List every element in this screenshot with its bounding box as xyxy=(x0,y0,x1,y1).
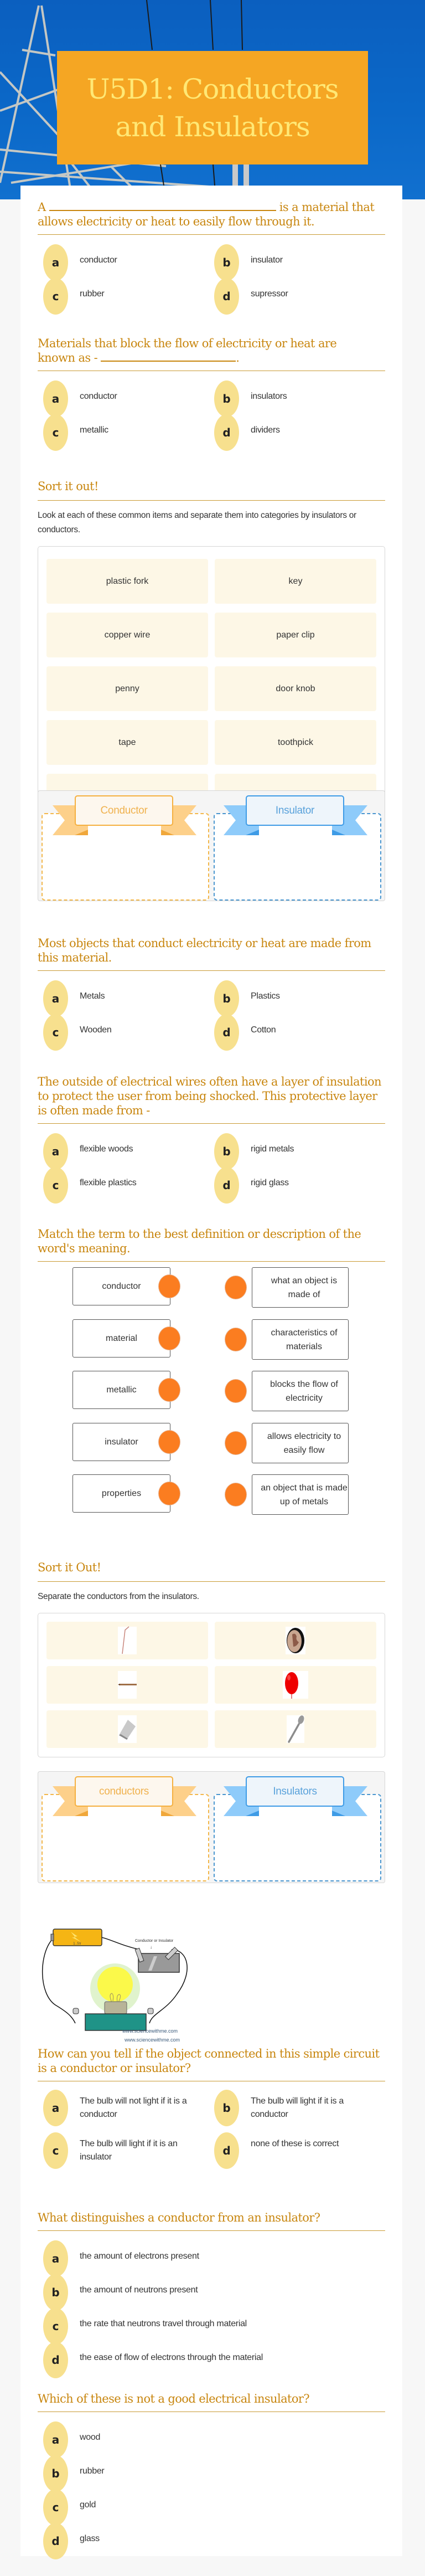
balloon-icon xyxy=(283,1671,308,1699)
page-title: U5D1: Conductors and Insulators xyxy=(86,73,339,143)
question-2 xyxy=(38,336,385,451)
bucket-label: Conductor xyxy=(75,795,173,826)
light-bulb-icon xyxy=(97,1967,133,2002)
option-c[interactable]: c the rate that neutrons travel through material xyxy=(43,2314,385,2344)
bucket-insulator[interactable] xyxy=(214,791,381,901)
sort-buckets-2 xyxy=(38,1771,385,1883)
sort-item-pool xyxy=(38,1613,385,1757)
sort-item[interactable]: penny xyxy=(46,666,208,711)
option-b[interactable]: b rubber xyxy=(43,2461,385,2492)
option-c[interactable]: c Wooden xyxy=(43,1020,214,1051)
match-row xyxy=(38,1371,385,1415)
match-definition[interactable]: characteristics of materials xyxy=(252,1319,349,1360)
section-description: Look at each of these common items and separate them into categories by insulators or conductors. xyxy=(38,511,356,534)
option-b[interactable]: b insulator xyxy=(214,250,385,281)
image-credit: www.sciencewithme.com xyxy=(122,2028,178,2034)
option-letter-badge: c xyxy=(43,2489,68,2526)
sort-item-spoon[interactable] xyxy=(215,1710,376,1748)
straw-icon xyxy=(118,1627,137,1654)
header-banner xyxy=(0,0,425,199)
question-title: Match the term to the best definition or description of the word's meaning. xyxy=(38,1227,385,1262)
answer-blank xyxy=(101,351,236,362)
option-d[interactable]: d supressor xyxy=(214,284,385,315)
match-term[interactable]: material xyxy=(72,1319,170,1358)
bucket-label: Insulator xyxy=(246,795,344,826)
option-c[interactable]: c rubber xyxy=(43,284,214,315)
question-title: Most objects that conduct electricity or heat are made from this material. xyxy=(38,936,385,971)
option-letter-badge: b xyxy=(214,1133,239,1170)
question-4 xyxy=(38,1074,385,1204)
question-3 xyxy=(38,936,385,1051)
option-b[interactable]: b The bulb will light if it is a conductor xyxy=(214,2096,385,2126)
sort-item[interactable]: plastic fork xyxy=(46,559,208,604)
sort-activity-2 xyxy=(38,1560,385,1757)
option-letter-badge: b xyxy=(43,2455,68,2492)
worksheet-card xyxy=(20,186,402,2556)
option-c[interactable]: c The bulb will light if it is an insulator xyxy=(43,2138,214,2169)
svg-text:www.sciencewithme.com: www.sciencewithme.com xyxy=(125,2037,180,2043)
match-term[interactable]: insulator xyxy=(72,1423,170,1461)
match-definition[interactable]: blocks the flow of electricity xyxy=(252,1371,349,1411)
option-a[interactable]: a wood xyxy=(43,2428,385,2458)
svg-text:Conductor or Insulator: Conductor or Insulator xyxy=(135,1939,174,1943)
answer-blank xyxy=(49,200,276,211)
option-letter-badge: d xyxy=(214,2132,239,2169)
sort-item[interactable]: key xyxy=(215,559,376,604)
option-letter-badge: a xyxy=(43,244,68,281)
match-row xyxy=(38,1423,385,1467)
option-letter-badge: c xyxy=(43,278,68,315)
bucket-label-ribbon xyxy=(53,1776,195,1825)
sort-item[interactable]: door knob xyxy=(215,666,376,711)
option-d[interactable]: d the ease of flow of electrons through the material xyxy=(43,2348,385,2378)
sort-item[interactable]: paper clip xyxy=(215,613,376,657)
definition-connector-dot[interactable] xyxy=(225,1328,247,1351)
option-b[interactable]: b insulators xyxy=(214,387,385,417)
option-letter-badge: c xyxy=(43,414,68,451)
option-d[interactable]: d rigid glass xyxy=(214,1173,385,1204)
title-box xyxy=(57,51,368,164)
option-letter-badge: d xyxy=(43,2523,68,2559)
option-letter-badge: b xyxy=(43,2274,68,2311)
definition-connector-dot[interactable] xyxy=(225,1276,247,1299)
option-letter-badge: c xyxy=(43,2132,68,2169)
match-row xyxy=(38,1319,385,1364)
spoon-icon xyxy=(287,1715,304,1743)
question-title: A is a material that allows electricity or heat to easily flow through it. xyxy=(38,200,385,235)
sort-item[interactable]: tape xyxy=(46,720,208,765)
sort-item[interactable]: copper wire xyxy=(46,613,208,657)
question-title: What distinguishes a conductor from an insulator? xyxy=(38,2210,385,2231)
match-row xyxy=(38,1474,385,1519)
term-connector-dot[interactable] xyxy=(158,1326,180,1350)
option-letter-badge: a xyxy=(43,1133,68,1170)
bucket-label: conductors xyxy=(75,1776,173,1807)
sort-item-pencil[interactable] xyxy=(46,1666,208,1704)
option-letter-badge: c xyxy=(43,1014,68,1051)
option-b[interactable]: b rigid metals xyxy=(214,1139,385,1170)
penny-icon xyxy=(286,1627,305,1654)
option-a[interactable]: a The bulb will not light if it is a conductor xyxy=(43,2096,214,2126)
match-term[interactable]: conductor xyxy=(72,1267,170,1305)
definition-connector-dot[interactable] xyxy=(225,1379,247,1403)
option-letter-badge: d xyxy=(214,278,239,315)
bucket-label-ribbon xyxy=(224,1776,366,1825)
question-title: How can you tell if the object connected in this simple circuit is a conductor or insulator? xyxy=(38,2047,385,2081)
question-title: Which of these is not a good electrical insulator? xyxy=(38,2392,385,2412)
term-connector-dot[interactable] xyxy=(158,1430,180,1454)
option-a[interactable]: a the amount of electrons present xyxy=(43,2246,385,2277)
option-letter-badge: d xyxy=(214,414,239,451)
option-d[interactable]: d dividers xyxy=(214,420,385,451)
sort-item-balloon[interactable] xyxy=(215,1666,376,1704)
bucket-label: Insulators xyxy=(246,1776,344,1807)
match-definition[interactable]: what an object is made of xyxy=(252,1267,349,1308)
bucket-conductors[interactable] xyxy=(42,1772,209,1881)
bucket-label-ribbon xyxy=(53,795,195,844)
bucket-insulators[interactable] xyxy=(214,1772,381,1881)
sort-buckets-1 xyxy=(38,790,385,901)
match-row xyxy=(38,1267,385,1312)
match-definition[interactable]: an object that is made up of metals xyxy=(252,1474,349,1515)
option-a[interactable]: a Metals xyxy=(43,986,214,1017)
match-definition[interactable]: allows electricity to easily flow xyxy=(252,1423,349,1463)
question-1 xyxy=(38,200,385,315)
sort-item-straw[interactable] xyxy=(46,1622,208,1659)
option-c[interactable]: c gold xyxy=(43,2495,385,2526)
match-term[interactable]: metallic xyxy=(72,1371,170,1409)
option-letter-badge: c xyxy=(43,1167,68,1204)
option-c[interactable]: c flexible plastics xyxy=(43,1173,214,1204)
section-description: Separate the conductors from the insulators. xyxy=(38,1592,199,1601)
question-title: Materials that block the flow of electricity or heat are known as - . xyxy=(38,336,385,371)
option-letter-badge: d xyxy=(214,1167,239,1204)
bucket-conductor[interactable] xyxy=(42,791,209,901)
question-title: The outside of electrical wires often have a layer of insulation to protect the user from being shocked. This protective layer is often made from - xyxy=(38,1074,385,1124)
option-letter-badge: b xyxy=(214,980,239,1017)
bucket-label-ribbon xyxy=(224,795,366,844)
option-a[interactable]: a conductor xyxy=(43,250,214,281)
question-5 xyxy=(38,2047,385,2169)
pencil-icon xyxy=(118,1671,137,1699)
option-b[interactable]: b Plastics xyxy=(214,986,385,1017)
test-object-icon xyxy=(138,1953,179,1972)
sort-item-aluminum-foil[interactable] xyxy=(46,1710,208,1748)
option-b[interactable]: b the amount of neutrons present xyxy=(43,2280,385,2311)
section-title: Sort it out! xyxy=(38,479,385,501)
circuit-diagram-image xyxy=(33,1905,199,2043)
term-connector-dot[interactable] xyxy=(158,1274,180,1298)
option-letter-badge: c xyxy=(43,2308,68,2344)
match-term[interactable]: properties xyxy=(72,1474,170,1513)
option-letter-badge: a xyxy=(43,2421,68,2458)
matching-board xyxy=(38,1267,385,1528)
matching-activity xyxy=(38,1227,385,1528)
option-letter-badge: a xyxy=(43,2090,68,2126)
option-letter-badge: d xyxy=(43,2342,68,2378)
option-letter-badge: b xyxy=(214,2090,239,2126)
definition-connector-dot[interactable] xyxy=(225,1431,247,1455)
term-connector-dot[interactable] xyxy=(158,1378,180,1402)
option-letter-badge: a xyxy=(43,381,68,417)
svg-text:1.5V: 1.5V xyxy=(73,1942,81,1946)
section-title: Sort it Out! xyxy=(38,1560,385,1582)
option-letter-badge: b xyxy=(214,381,239,417)
question-6 xyxy=(38,2210,385,2378)
option-d[interactable]: d none of these is correct xyxy=(214,2138,385,2169)
sort-item[interactable]: toothpick xyxy=(215,720,376,765)
term-connector-dot[interactable] xyxy=(158,1482,180,1505)
option-a[interactable]: a flexible woods xyxy=(43,1139,214,1170)
definition-connector-dot[interactable] xyxy=(225,1483,247,1506)
foil-roll-icon xyxy=(118,1715,137,1743)
option-d[interactable]: d Cotton xyxy=(214,1020,385,1051)
svg-text:↓: ↓ xyxy=(150,1945,152,1950)
option-letter-badge: b xyxy=(214,244,239,281)
option-letter-badge: a xyxy=(43,2240,68,2277)
option-d[interactable]: d glass xyxy=(43,2529,385,2559)
option-letter-badge: a xyxy=(43,980,68,1017)
option-a[interactable]: a conductor xyxy=(43,387,214,417)
option-letter-badge: d xyxy=(214,1014,239,1051)
question-7 xyxy=(38,2392,385,2559)
option-c[interactable]: c metallic xyxy=(43,420,214,451)
sort-item-penny[interactable] xyxy=(215,1622,376,1659)
